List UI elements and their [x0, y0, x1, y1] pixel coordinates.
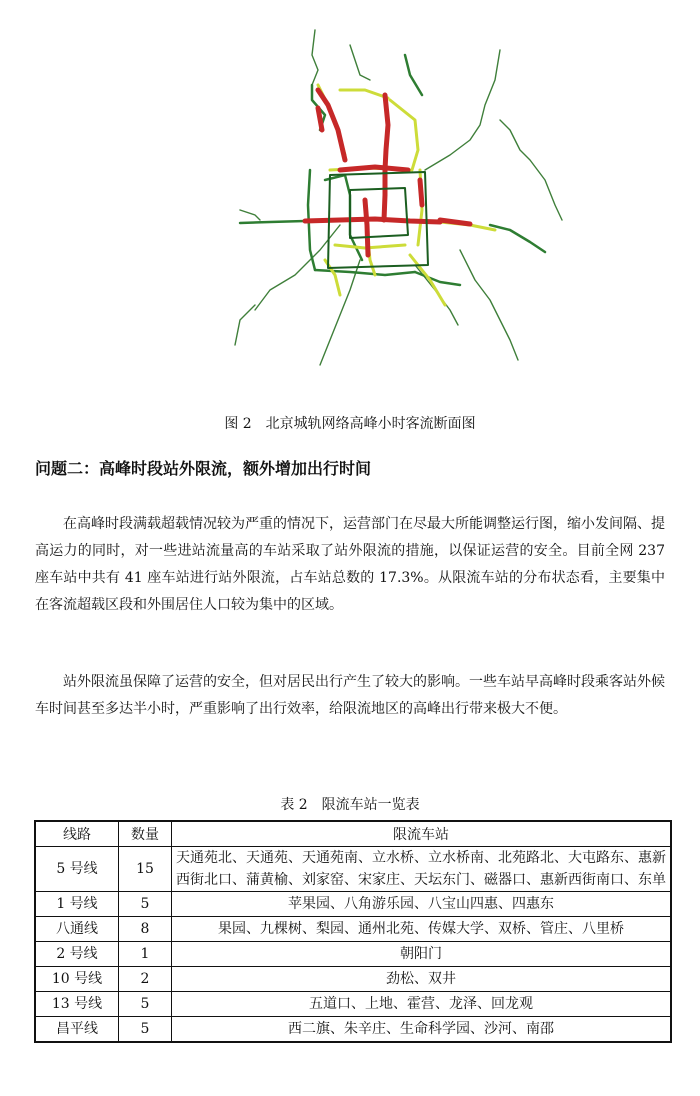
- restricted-stations-table: [34, 820, 672, 1043]
- paragraph: 站外限流虽保障了运营的安全，但对居民出行产生了较大的影响。一些车站早高峰时段乘客站外候车时间甚至多达半小时，严重影响了出行效率，给限流地区的高峰出行带来极大不便。: [35, 674, 665, 717]
- stations-cell: 劲松、双井: [172, 967, 672, 992]
- figure-caption: 图 2 北京城轨网络高峰小时客流断面图: [224, 416, 476, 432]
- northeast-branch: [425, 50, 500, 170]
- stations-cell: 西二旗、朱辛庄、生命科学园、沙河、南邵: [172, 1017, 672, 1043]
- north-spur: [350, 45, 370, 80]
- network-flow-map: [200, 20, 580, 395]
- count-cell: 5: [119, 892, 172, 917]
- west-short: [235, 305, 255, 345]
- section-heading: 问题二：高峰时段站外限流，额外增加出行时间: [35, 459, 372, 478]
- east-axis-tail: [490, 225, 545, 252]
- east-branch: [500, 120, 562, 220]
- stations-cell: 天通苑北、天通苑、天通苑南、立水桥、立水桥南、北苑路北、大屯路东、惠新西街北口、蒲黄榆、刘家窑、宋家庄、天坛东门、磁器口、惠新西街南口、东单: [172, 847, 672, 892]
- stations-cell: 果园、九棵树、梨园、通州北苑、传媒大学、双桥、管庄、八里桥: [172, 917, 672, 942]
- header-stations: 限流车站: [172, 821, 672, 847]
- line-cell: 八通线: [35, 917, 119, 942]
- table-caption: 表 2 限流车站一览表: [280, 797, 420, 813]
- southeast-link: [415, 272, 460, 285]
- line-cell: 10 号线: [35, 967, 119, 992]
- count-cell: 8: [119, 917, 172, 942]
- stations-cell: 五道口、上地、霍营、龙泽、回龙观: [172, 992, 672, 1017]
- stations-cell: 朝阳门: [172, 942, 672, 967]
- count-cell: 2: [119, 967, 172, 992]
- southeast-branch: [460, 250, 518, 360]
- paragraph: 在高峰时段满载超载情况较为严重的情况下，运营部门在尽最大所能调整运行图，缩小发间隔、提高运力的同时，对一些进站流量高的车站采取了站外限流的措施，以保证运营的安全。目前全网 237 座车站中共有 41 座车站进行站外限流，占车站总数的 17.3%。从限流车站的分布状态看，主要集中在客流超载区段和外围居住人口较为集中的区域。: [35, 516, 665, 613]
- table-row: [35, 892, 671, 917]
- west-branch: [240, 210, 260, 220]
- ring-north-overload: [340, 167, 408, 170]
- table-row: [35, 917, 671, 942]
- count-cell: 15: [119, 847, 172, 892]
- line-cell: 5 号线: [35, 847, 119, 892]
- line13-east: [390, 100, 418, 170]
- stations-cell: 苹果园、八角游乐园、八宝山四惠、四惠东: [172, 892, 672, 917]
- header-line: 线路: [35, 821, 119, 847]
- count-cell: 1: [119, 942, 172, 967]
- line-cell: 13 号线: [35, 992, 119, 1017]
- table-row: [35, 1017, 671, 1043]
- northwest-branch: [312, 30, 318, 85]
- table-header-row: [35, 821, 671, 847]
- south-branch-a: [320, 260, 360, 365]
- outer-branches: [235, 30, 562, 365]
- count-cell: 5: [119, 1017, 172, 1043]
- line5-overload: [384, 95, 388, 220]
- header-count: 数量: [119, 821, 172, 847]
- line4-overload: [365, 200, 368, 255]
- count-cell: 5: [119, 992, 172, 1017]
- line2-loop: [350, 188, 408, 238]
- table-row: [35, 967, 671, 992]
- west-east-axis-west: [240, 221, 305, 223]
- line1-overload: [305, 219, 440, 222]
- line-cell: 2 号线: [35, 942, 119, 967]
- table-row: [35, 847, 671, 892]
- outer-ring-south: [315, 270, 415, 275]
- north-extension: [405, 55, 422, 95]
- line-cell: 昌平线: [35, 1017, 119, 1043]
- table-row: [35, 992, 671, 1017]
- table-row: [35, 942, 671, 967]
- line13-north: [340, 90, 388, 98]
- line-cell: 1 号线: [35, 892, 119, 917]
- ring-east-overload: [420, 180, 422, 205]
